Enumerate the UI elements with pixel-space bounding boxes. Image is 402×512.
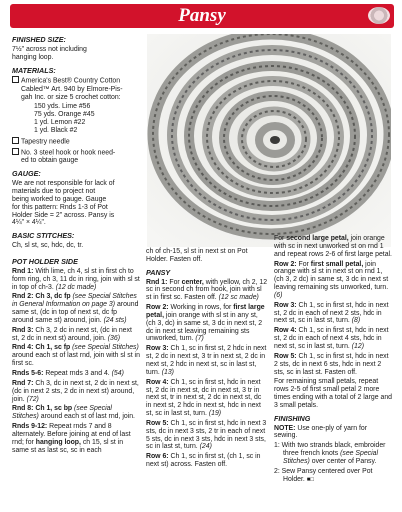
finished-size-text: 7½" across not including hanging loop.: [12, 45, 87, 61]
instruction-row: Row 4: Ch 1, sc in first st, hdc in next st, 2 dc in each of next 4 sts, hdc in next st, sc in last st, turn. (12): [274, 327, 389, 350]
instruction-row: Rnds 5-6: Repeat rnds 3 and 4. (54): [12, 369, 124, 377]
instruction-row: Row 3: Ch 1, sc in first st, 2 hdc in next st, 2 dc in next st, 3 tr in next st, 2 dc in next st, 2 hdc in next st, sc in last st, turn. (13): [146, 345, 267, 376]
gauge-text: We are not responsible for lack of materials due to project not being worked to gauge. Gauge for this pattern: Rnds 1-3 of Pot Holder Side = 2" across. Pansy is 4¼" × 4¼".: [12, 180, 115, 227]
finishing-note: NOTE: Use one-ply of yarn for sewing.: [274, 424, 368, 440]
instruction-row: Rnd 8: Ch 1, sc bp (see Special Stitches) around each st of last rnd, join.: [12, 405, 135, 421]
end-mark-icon: ■□: [306, 476, 315, 483]
materials-item-needle: Tapestry needle: [12, 137, 140, 146]
finishing-heading: FINISHING: [274, 413, 311, 423]
crochet-spiral-image: [147, 34, 391, 247]
second-large-petal-text: For second large petal, join orange with sc in next unworked st on rnd 1 and repeat rows 2-6 of first large petal.: [274, 235, 392, 258]
remaining-petals-text: For remaining small petals, repeat rows 2-5 of first small petal 2 more times ending with a total of 2 large and 3 small petals.: [274, 378, 392, 409]
instruction-row: Rnd 4: Ch 1, sc fp (see Special Stitches) around each st of last rnd, join with sl st in first sc.: [12, 344, 140, 368]
basic-stitches-text: Ch, sl st, sc, hdc, dc, tr.: [12, 242, 84, 250]
instruction-row: Row 3: Ch 1, sc in first st, hdc in next st, 2 dc in each of next 2 sts, hdc in next st, sc in last st, turn. (8): [274, 301, 389, 325]
instruction-row: Rnd 3: Ch 3, 2 dc in next st, (dc in next st, 2 dc in next st) around, join. (36): [12, 326, 132, 342]
materials-yarn-list: 150 yds. Lime #56 75 yds. Orange #45 1 yd. Lemon #22 1 yd. Black #2: [34, 103, 95, 134]
page-title: Pansy: [178, 5, 226, 26]
basic-stitches-heading: BASIC STITCHES:: [12, 231, 75, 241]
left-column-info: [12, 36, 140, 252]
title-bar: [10, 4, 394, 28]
pot-holder-photo: [147, 34, 391, 247]
instruction-row: Row 4: Ch 1, sc in first st, hdc in next st, 2 dc in next st, dc in next st, 3 tr in next st, tr in next st, 2 dc in next st, dc in next st, 2 hdc in next st, hdc in next st, sc in last st, turn. (19): [146, 378, 262, 418]
materials-item-hook: No. 3 steel hook or hook need- ed to obtain gauge: [12, 148, 140, 165]
spiral-icon: [368, 7, 390, 24]
instruction-row: Rnds 9-12: Repeat rnds 7 and 8 alternately. Before joining at end of last rnd; for hanging loop, ch 15, sl st in same st as last sc, sc in each: [12, 423, 131, 454]
checkbox-icon: [12, 148, 19, 155]
instruction-row: Rnd 1: With lime, ch 4, sl st in first ch to form ring, ch 3, 11 dc in ring, join with sl st in top of ch-3. (12 dc made): [12, 267, 140, 291]
instruction-row: Rnd 2: Ch 3, dc fp (see Special Stitches in General Information on page 3) around same st, (dc in top of next st, dc fp around same st) around, join. (24 sts): [12, 293, 139, 324]
checkbox-icon: [12, 137, 19, 144]
pansy-column: [146, 248, 268, 471]
finished-size-heading: FINISHED SIZE:: [12, 35, 66, 44]
gauge-heading: GAUGE:: [12, 169, 41, 179]
finishing-step-2: 2: Sew Pansy centered over Pot Holder. ■□: [274, 467, 373, 483]
materials-item-cotton: America's Best® Country Cotton Cabled™ Art. 940 by Elmore-Pis- gah Inc. or size 5 crochet cotton:: [12, 76, 140, 101]
instruction-row: Rnd 7: Ch 3, dc in next st, 2 dc in next st, (dc in next 2 sts, 2 dc in next st) around, join. (72): [12, 379, 139, 403]
pansy-heading: PANSY: [146, 267, 171, 277]
pot-holder-column: [12, 258, 140, 456]
instruction-row: Row 5: Ch 1, sc in first st, hdc in next 2 sts, dc in next 6 sts, hdc in next 2 sts, sc in last st. Fasten off.: [274, 352, 389, 376]
instruction-row: Row 2: For first small petal, join orange with sl st in next st on rnd 1, (ch 3, 2 dc) in same st, 3 dc in next st leaving remaining sts unworked, turn. (6): [274, 260, 389, 299]
continued-text: ch of ch-15, sl st in next st on Pot Holder. Fasten off.: [146, 248, 248, 263]
instruction-row: Rnd 1: For center, with yellow, ch 2, 12 sc in second ch from hook, join with sl st in first sc. Fasten off. (12 sc made): [146, 278, 268, 302]
checkbox-icon: [12, 76, 19, 83]
pot-holder-heading: POT HOLDER SIDE: [12, 257, 78, 266]
petals-finishing-column: [274, 235, 392, 486]
instruction-row: Row 5: Ch 1, sc in first st, hdc in next 3 sts, dc in next 3 sts, 2 tr in each of next 5 sts, dc in next 3 sts, hdc in next 3 sts, sc in last st, turn. (24): [146, 419, 267, 451]
instruction-row: Row 6: Ch 1, sc in first st, (ch 1, sc in next st) across. Fasten off.: [146, 453, 261, 469]
materials-heading: MATERIALS:: [12, 65, 56, 75]
instruction-row: Row 2: Working in rows, for first large petal, join orange with sl st in any st, (ch 3, dc) in same st, 3 dc in next st, 2 dc in next st leaving remaining sts unworked, turn. (7): [146, 304, 265, 343]
finishing-step-1: 1: With two strands black, embroider three french knots (see Special Stitches) over center of Pansy.: [274, 442, 386, 465]
